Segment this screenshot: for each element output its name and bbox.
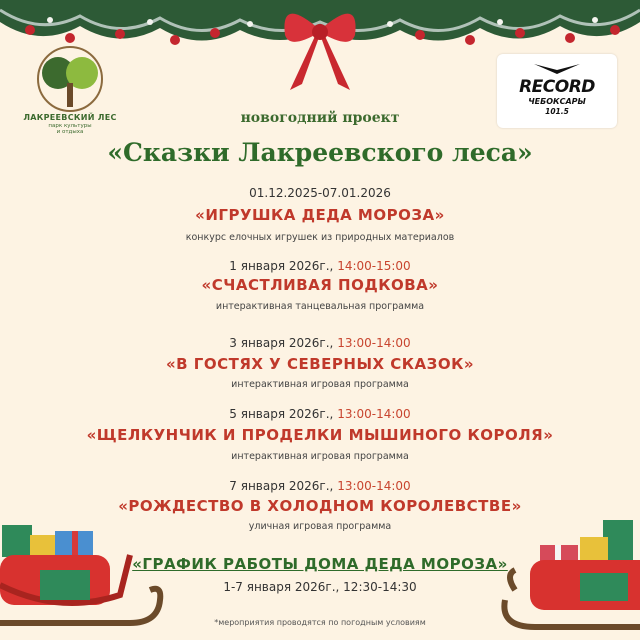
event-description: уличная игровая программа xyxy=(248,521,392,532)
event-title: «ЩЕЛКУНЧИК И ПРОДЕЛКИ МЫШИНОГО КОРОЛЯ» xyxy=(86,426,554,444)
schedule-time: 1-7 января 2026г., 12:30-14:30 xyxy=(223,580,417,594)
radio-brand: RECORD xyxy=(519,77,595,97)
radio-frequency: 101.5 xyxy=(545,107,569,116)
schedule-title: «ГРАФИК РАБОТЫ ДОМА ДЕДА МОРОЗА» xyxy=(132,555,508,573)
event-description: конкурс елочных игрушек из природных материалов xyxy=(185,232,455,243)
event-date: 1 января 2026г., 14:00-15:00 xyxy=(229,259,411,273)
radio-city: ЧЕБОКСАРЫ xyxy=(528,97,586,106)
event-date: 3 января 2026г., 13:00-14:00 xyxy=(229,336,411,350)
park-logo-name: ЛАКРЕЕВСКИЙ ЛЕС xyxy=(23,113,117,122)
park-logo-subtitle: парк культуры и отдыха xyxy=(48,123,92,135)
event-date: 5 января 2026г., 13:00-14:00 xyxy=(229,407,411,421)
event-description: интерактивная игровая программа xyxy=(231,379,409,390)
tree-icon xyxy=(20,45,120,113)
sleigh-icon xyxy=(0,515,170,635)
event-description: интерактивная игровая программа xyxy=(231,451,409,462)
project-title: «Сказки Лакреевского леса» xyxy=(107,138,533,167)
event-date: 01.12.2025-07.01.2026 xyxy=(249,186,391,200)
project-subtitle: новогодний проект xyxy=(240,110,400,126)
footnote: *мероприятия проводятся по погодным условиям xyxy=(214,618,426,627)
event-title: «РОЖДЕСТВО В ХОЛОДНОМ КОРОЛЕВСТВЕ» xyxy=(118,497,522,515)
event-title: «В ГОСТЯХ У СЕВЕРНЫХ СКАЗОК» xyxy=(165,355,475,373)
event-title: «СЧАСТЛИВАЯ ПОДКОВА» xyxy=(201,276,439,294)
record-wing-icon xyxy=(532,62,582,78)
sleigh-icon xyxy=(495,515,640,635)
event-date: 7 января 2026г., 13:00-14:00 xyxy=(229,479,411,493)
event-description: интерактивная танцевальная программа xyxy=(215,301,425,312)
bow-icon xyxy=(260,0,380,95)
event-title: «ИГРУШКА ДЕДА МОРОЗА» xyxy=(195,206,445,224)
